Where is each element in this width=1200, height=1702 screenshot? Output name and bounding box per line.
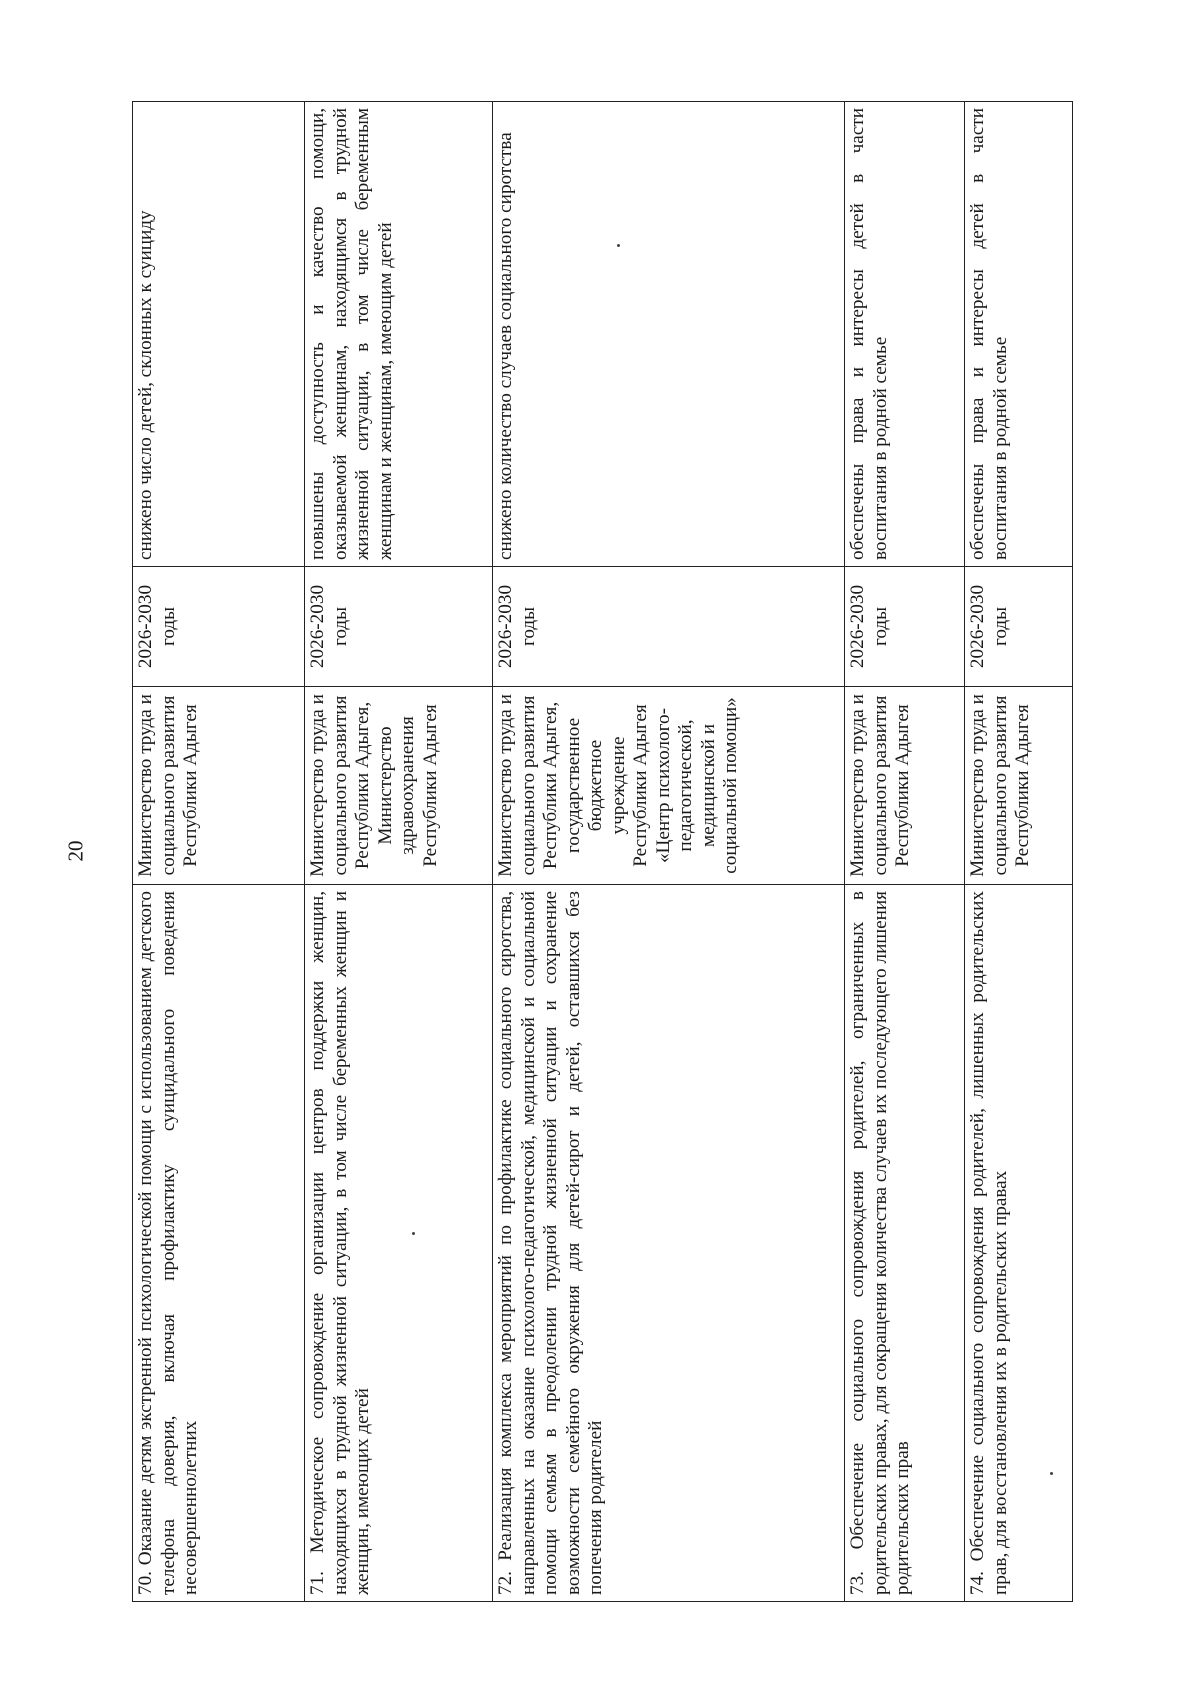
term-cell: 2026-2030 годы — [493, 567, 845, 687]
measure-cell: 74. Обеспечение социального сопровождения родителей, лишенных родительских прав, для восстановления их в родительских правах — [965, 885, 1073, 1602]
measure-cell: 71. Методическое сопровождение организации центров поддержки женщин, находящихся в трудной жизненной ситуации, в том числе беременных женщин и женщин, имеющих детей — [305, 885, 493, 1602]
result-cell: обеспечены права и интересы детей в части воспитания в родной семье — [965, 102, 1073, 567]
table-row — [845, 102, 965, 1602]
measure-cell: 73. Обеспечение социального сопровождения родителей, ограниченных в родительских правах, для сокращения количества случаев их последующего лишения родительских прав — [845, 885, 965, 1602]
scan-speck — [412, 1232, 415, 1235]
result-cell: снижено количество случаев социального сиротства — [493, 102, 845, 567]
term-cell: 2026-2030 годы — [133, 567, 305, 687]
executor-cell: Министерство труда и социального развития Республики Адыгея, Министерство здравоохранения Республики Адыгея — [305, 687, 493, 885]
term-cell: 2026-2030 годы — [305, 567, 493, 687]
executor-cell: Министерство труда и социального развития Республики Адыгея, государственное бюджетное учреждение Республики Адыгея «Центр психолого-педагогической, медицинской и социальной помощи» — [493, 687, 845, 885]
scan-speck — [1050, 1472, 1053, 1475]
executor-cell: Министерство труда и социального развития Республики Адыгея — [133, 687, 305, 885]
measures-table — [132, 101, 1073, 1602]
term-cell: 2026-2030 годы — [965, 567, 1073, 687]
scan-speck — [617, 244, 620, 247]
rotated-page-content — [132, 102, 1072, 1602]
result-cell: снижено число детей, склонных к суициду — [133, 102, 305, 567]
table-row — [493, 102, 845, 1602]
measure-cell: 70. Оказание детям экстренной психологической помощи с использованием детского телефона доверия, включая профилактику суицидального поведения несовершеннолетних — [133, 885, 305, 1602]
executor-cell: Министерство труда и социального развития Республики Адыгея — [845, 687, 965, 885]
table-row — [305, 102, 493, 1602]
executor-cell: Министерство труда и социального развития Республики Адыгея — [965, 687, 1073, 885]
result-cell: обеспечены права и интересы детей в части воспитания в родной семье — [845, 102, 965, 567]
measures-table-body — [133, 102, 1073, 1602]
term-cell: 2026-2030 годы — [845, 567, 965, 687]
table-row — [133, 102, 305, 1602]
table-row — [965, 102, 1073, 1602]
page-number: 20 — [63, 840, 88, 862]
result-cell: повышены доступность и качество помощи, оказываемой женщинам, находящимся в трудной жизненной ситуации, в том числе беременным женщинам и женщинам, имеющим детей — [305, 102, 493, 567]
measure-cell: 72. Реализация комплекса мероприятий по профилактике социального сиротства, направленных на оказание психолого-педагогической, медицинской и социальной помощи семьям в преодолении трудной жизненной ситуации и сохранение возможности семейного окружения для детей-сирот и детей, оставшихся без попечения родителей — [493, 885, 845, 1602]
